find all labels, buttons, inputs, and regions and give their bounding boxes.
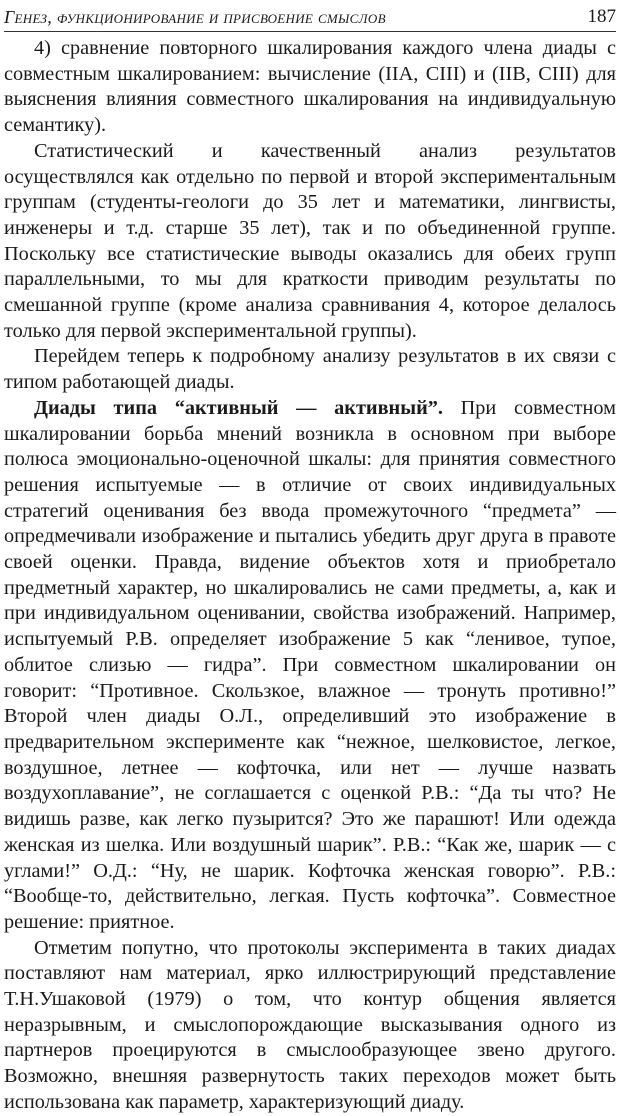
- paragraph-text: 4) сравнение повторного шкалирования каждого члена диады с совместным шкалированием: вычисление (IIA, CIII) и (IIB, CIII) для выяснения влияния совместного шкалирования на индивидуальную семантику).: [4, 37, 616, 137]
- paragraph-text: Статистический и качественный анализ результатов осуществлялся как отдельно по первой и второй экспериментальным группам (студенты-геологи до 35 лет и математики, лингвисты, инженеры и т.д. старше 35 лет), так и по объединенной группе. Поскольку все статистические выводы оказались для обеих групп параллельными, то мы для краткости приводим результаты по смешанной группе (кроме анализа сравнивания 4, которое делалось только для первой экспериментальной группы).: [4, 139, 616, 342]
- paragraph-2: [4, 139, 616, 345]
- paragraph-text: Перейдем теперь к подробному анализу результатов в их связи с типом работающей диады.: [4, 345, 616, 394]
- paragraph-4: [4, 396, 616, 936]
- paragraph-1: [4, 36, 616, 139]
- page-header: [4, 0, 616, 32]
- paragraph-5: [4, 936, 616, 1116]
- paragraph-text: При совместном шкалировании борьба мнений возникла в основном при выборе полюса эмоционально-оценочной шкалы: для принятия совместного решения испытуемые — в отличие от своих индивидуальных стратегий оценивания без ввода промежуточного “предмета” — опредмечивали изображение и пытались убедить друг друга в правоте своей оценки. Правда, видение объектов хотя и приобретало предметный характер, но шкалировались не сами предметы, а, как и при индивидуальном оценивании, свойства изображений. Например, испытуемый Р.В. определяет изображение 5 как “ленивое, тупое, облитое слизью — гидра”. При совместном шкалировании он говорит: “Противное. Скользкое, влажное — тронуть противно!” Второй член диады О.Л., определивший это изображение в предварительном эксперименте как “нежное, шелковистое, легкое, воздушное, летнее — кофточка, или нет — лучше назвать воздухоплавание”, не соглашается с оценкой Р.В.: “Да ты что? Не видишь разве, как легко пузырится? Это же парашют! Или одежда женская из шелка. Или воздушный шарик”. Р.В.: “Как же, шарик — с углами!” О.Д.: “Ну, не шарик. Кофточка женская говорю”. Р.В.: “Вообще-то, действительно, легкая. Пусть кофточка”. Совместное решение: приятное.: [4, 396, 616, 933]
- running-head: Генез, функционирование и присвоение смыслов: [4, 7, 386, 27]
- paragraph-3: [4, 344, 616, 395]
- section-lead-heading: Диады типа “активный — активный”.: [34, 396, 443, 419]
- paragraph-text: Отметим попутно, что протоколы эксперимента в таких диадах поставляют нам материал, ярко иллюстрирующий представление Т.Н.Ушаковой (1979) о том, что контур общения является неразрывным, и смыслопорождающие высказывания одного из партнеров проецируются в смыслообразующее звено другого. Возможно, внешняя развернутость таких переходов может быть использована как параметр, характеризующий диаду.: [4, 936, 616, 1113]
- page-number: 187: [587, 6, 616, 27]
- body-text: [4, 36, 616, 1116]
